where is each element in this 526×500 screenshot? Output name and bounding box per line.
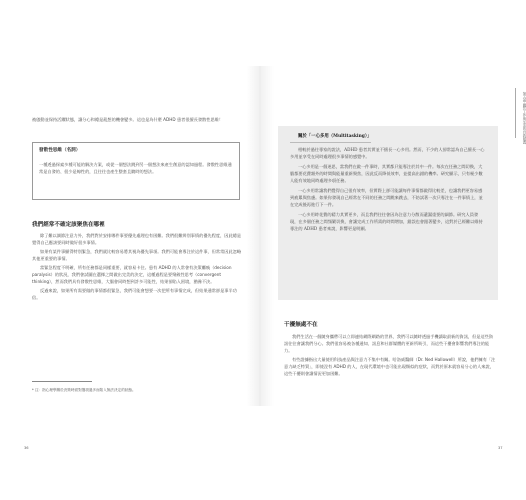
right-section-heading: 干擾無處不在 — [284, 322, 318, 328]
definition-title: 發散性思維（名詞） — [39, 148, 81, 153]
sidebar-paragraph: 一心多用時花費的精力其實更多，而且我們往往會因為注意力分散而遺漏重要的細節。研究人員發現，在多個任務之間頻繁切換，會讓完成工作所需的時間增加，錯誤也會跟著變多，這對於已經難以維持專注的 ADHD 患者來說，影響更是明顯。 — [290, 212, 483, 231]
left-paragraph: 除了難以調節注意力外，我們對於安排哪件事要優先處理也有困難。我們很難辨別事情的優先程度，因此總是覺得自己應該要同時做好很多事情。 — [32, 233, 242, 245]
left-paragraph: 如果有某件事顯得特別緊急，我們就比較容易將其視為優先事項。我們可能會專注於這件事，但常常因此忽略其他更重要的事情。 — [32, 249, 242, 261]
sidebar-paragraph: 相較於過往專家的說法，ADHD 患者其實並不擅長一心多用。然而，不少的人卻常認為自己擅長一心多用並享受在同時處理很多事情的感覺中。 — [290, 147, 485, 159]
right-page-number: 37 — [498, 446, 503, 450]
right-paragraph: 有些證據指出大量使用科技產品與注意力不集中有關。哈洛威醫師（Dr. Ned Hallowell）所說，他們擁有「注意力缺乏特質」，即使沒有 ADHD 的人，在現代環境中也可能出現類似的症狀，而對於原本就容易分心的人來說，這些干擾則會讓情況更加困難。 — [284, 357, 496, 376]
left-paragraph: 當緊急程度不明確，所有任務都是同樣重要，就容易卡住。患有 ADHD 的人常會有決策癱瘓（decision paralysis）的狀況，我們會試圖在選擇之間做出完美的決定，這種過程是要聚斂性思考（convergent thinking），然而我們具有發散性思維，大腦會同時想到許多可能性，結果卻陷入困境，猶豫不決。 — [32, 265, 232, 284]
footnote-divider — [32, 381, 92, 382]
sidebar-paragraph: 一心多用常讓我們覺得自己很有效率，但實際上卻可能讓每件事情都做得比較差，也讓我們更容易感到疲累與焦慮。如果你發現自己經常在不同的任務之間跳來跳去，不妨試著一次只專注在一件事情上，並在完成後再進行下一件。 — [290, 188, 483, 207]
right-body — [284, 333, 496, 379]
left-section-heading: 我們經常不確定該聚焦在哪裡 — [32, 222, 105, 228]
right-paragraph: 我們生活在一個隨身攜帶可以立即連結網際網路的世界，我們可以隨時透過手機讀取最新的資訊，但是這些資訊往往會讓我們分心。我們很容易被各種通知、訊息和社群媒體的更新所吸引，而這些干擾會影響我們專注的能力。 — [284, 334, 494, 353]
footnote: * 注：指心理學關於決策時面對選項過多而陷入無法決定的狀態。 — [32, 387, 136, 392]
book-gutter — [246, 66, 274, 406]
running-head: 第五章 關於工作與生活的自我照護 — [522, 92, 526, 145]
sidebar-paragraph: 一心多用是一個迷思，當我們在做一件事時，其實都只能專注於其中一件。每次在任務之間切換，大腦都要花費額外的時間與能量重新聚焦，因此反而降低效率，並提高出錯的機率。研究顯示，只有極少數人能有效地同時處理多項任務。 — [290, 164, 483, 183]
definition-box — [32, 142, 240, 200]
left-intro-text: 被啟動並保持活躍狀態，讓分心和總是亂想的機會變多。這也是為什麼 ADHD 患者很擅長發散性思維！ — [32, 117, 224, 122]
sidebar-box — [278, 126, 498, 300]
right-page — [272, 66, 526, 450]
left-body — [32, 232, 244, 303]
definition-text: 一種透過探索多種可能的解決方案，或從一個想法跳到另一個想法來產生創意的認知過程。發散性思維通常是自發的、很少是線性的，且往往也產生整套且隨時的想法。 — [39, 162, 232, 174]
left-page — [20, 66, 250, 450]
sidebar-box-title: 關於「一心多用（Multitasking）」 — [290, 133, 371, 143]
left-paragraph: 反過來說，如果所有需要做的事情都很緊急，我們可能會想要一次把所有事情完成，但結果通常卻是事半功倍。 — [32, 288, 237, 300]
left-page-number: 36 — [24, 446, 29, 450]
running-head-rule — [515, 88, 516, 138]
